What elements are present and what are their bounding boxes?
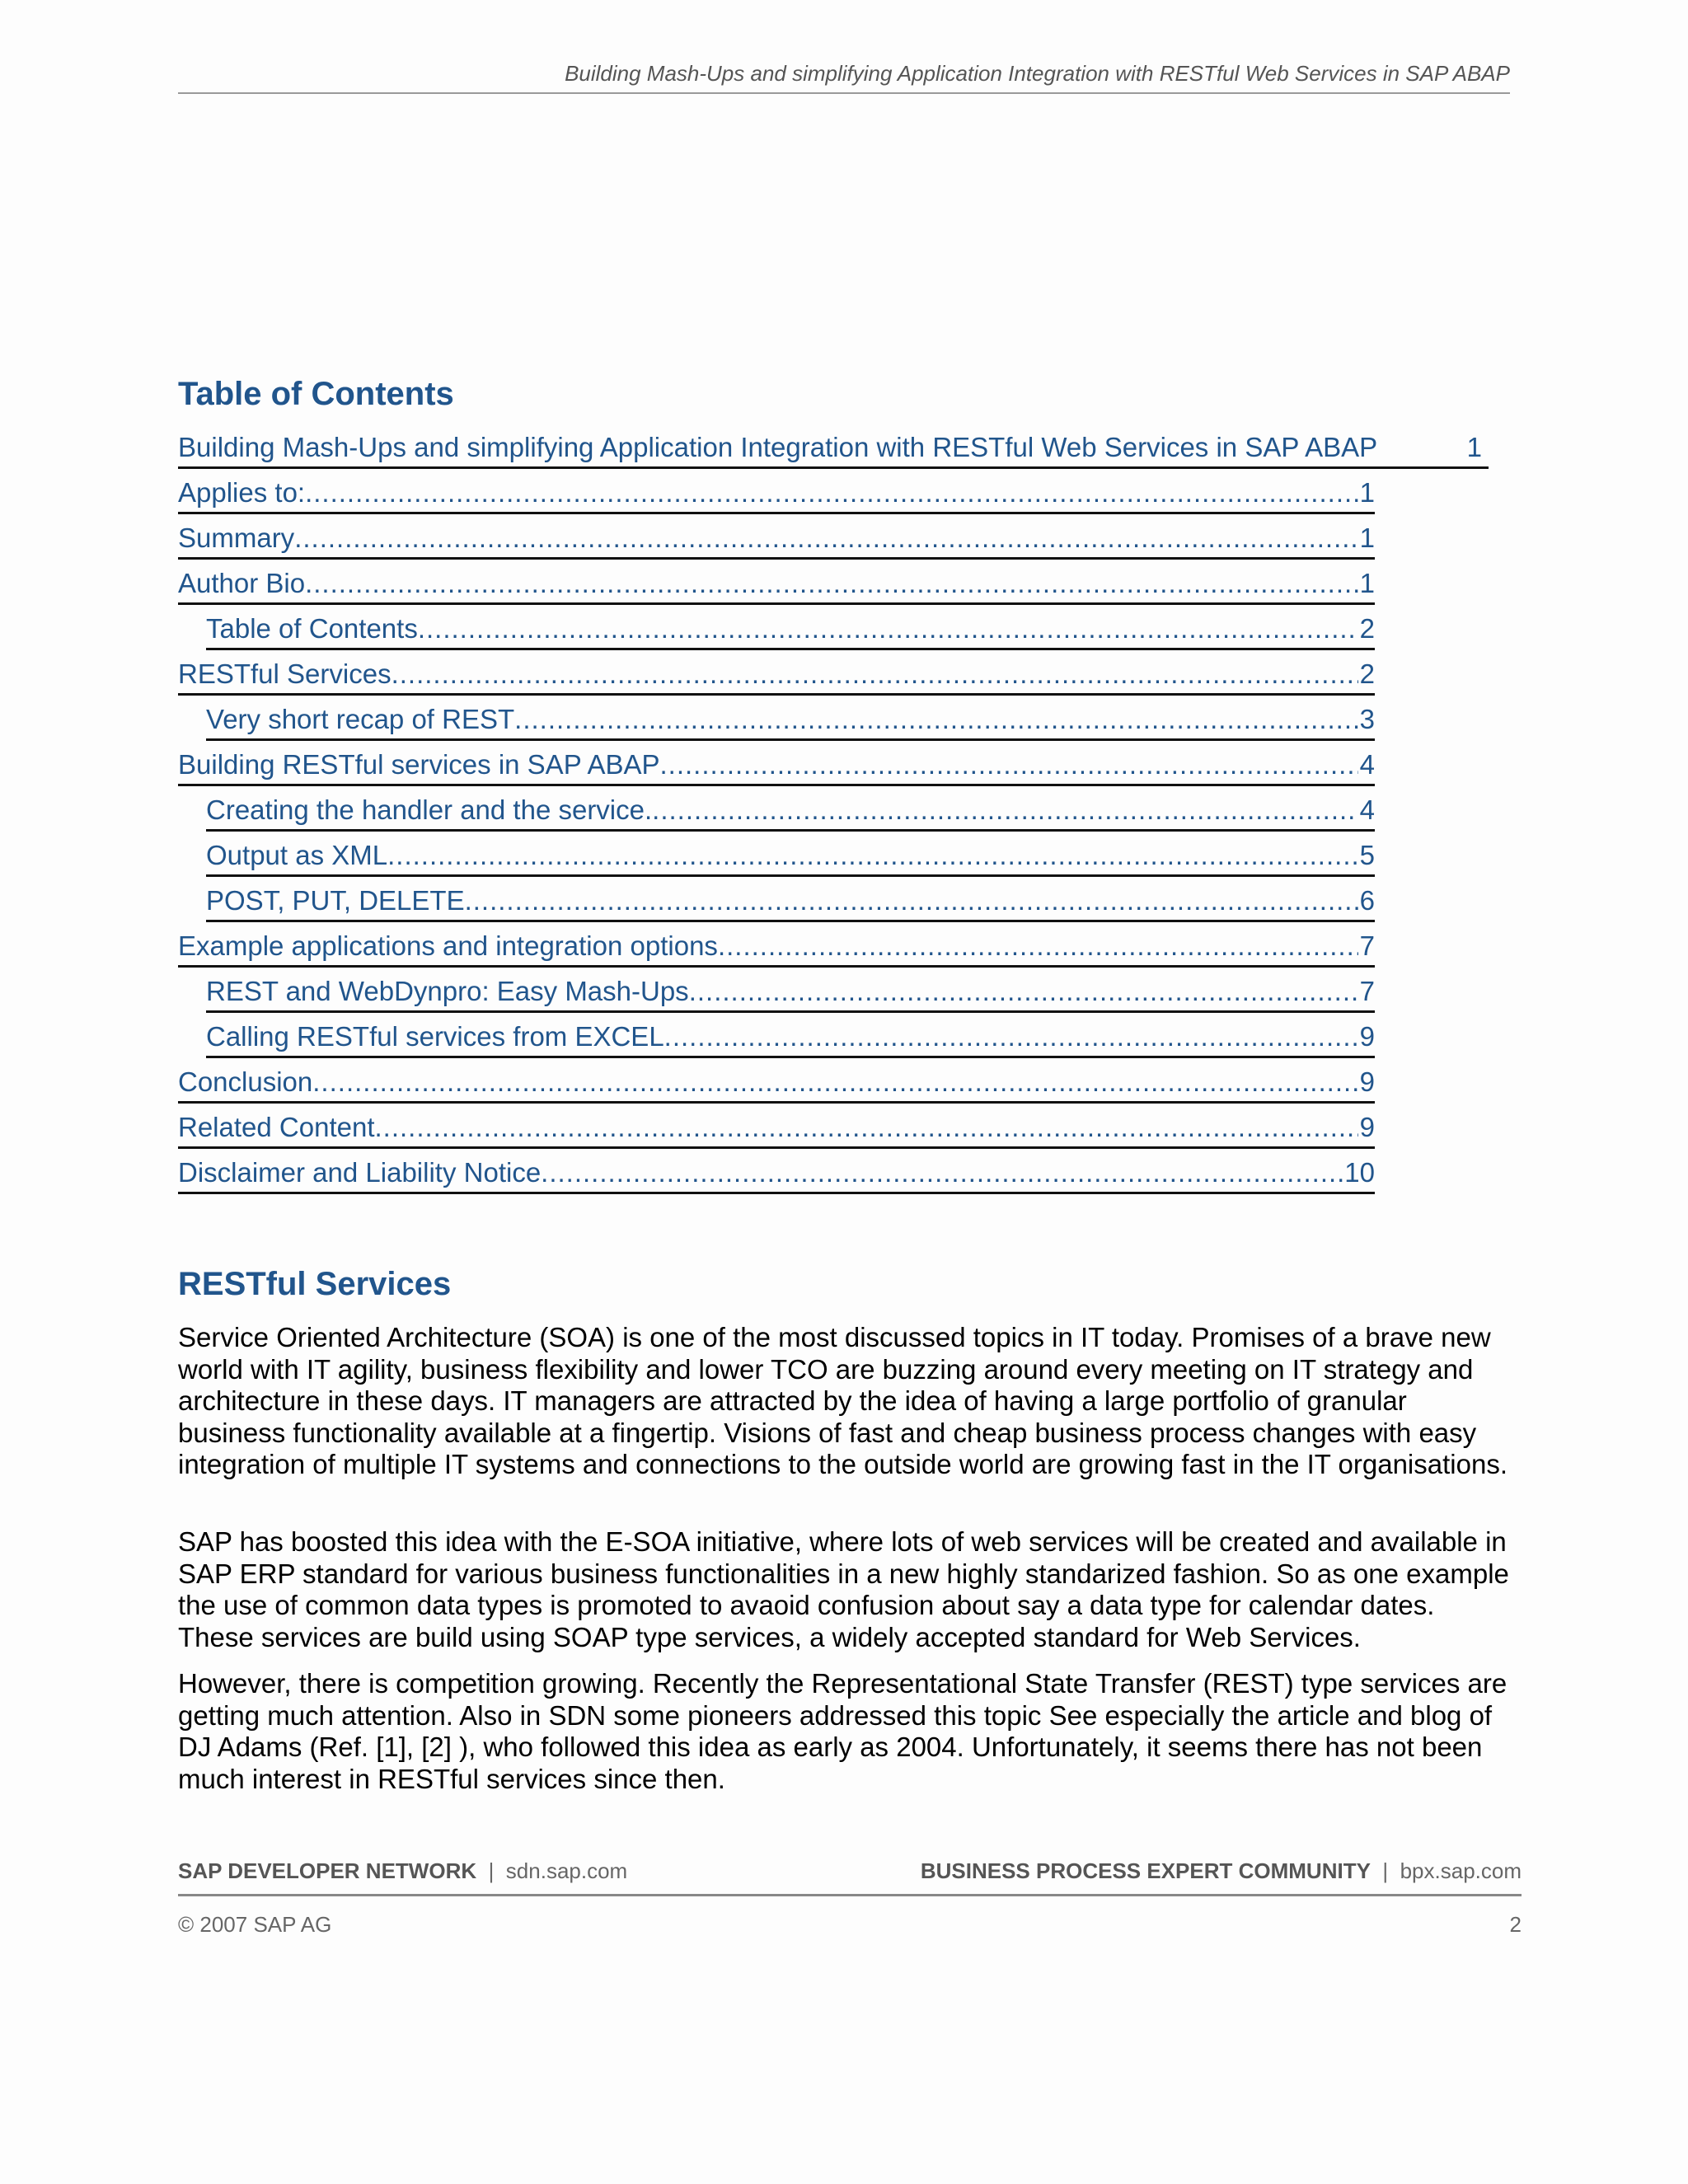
toc-leader [392, 658, 1358, 690]
toc-entry-label: Example applications and integration options [178, 930, 718, 961]
toc-entry[interactable] [178, 654, 1497, 699]
toc-entry-label: Conclusion [178, 1066, 313, 1097]
footer-divider [178, 1894, 1522, 1896]
toc-entry-label: Related Content [178, 1112, 375, 1142]
header-divider [178, 92, 1510, 94]
toc-leader [387, 840, 1358, 871]
toc-entry-label: Output as XML [206, 840, 388, 870]
page-number: 2 [1509, 1912, 1522, 1937]
toc-entry[interactable] [178, 835, 1497, 880]
toc-entry-label: REST and WebDynpro: Easy Mash-Ups [206, 976, 689, 1006]
toc-entry-label: Applies to: [178, 477, 306, 508]
toc-entry-label: Author Bio [178, 568, 306, 598]
toc-leader [465, 885, 1358, 916]
toc-leader [305, 477, 1358, 509]
toc-entry[interactable] [178, 472, 1497, 518]
toc-leader [418, 613, 1358, 644]
toc-leader [294, 523, 1357, 554]
toc-entry-page: 3 [1359, 704, 1375, 734]
table-of-contents [178, 427, 1497, 1197]
toc-entry-page: 4 [1359, 749, 1375, 780]
toc-entry-page: 2 [1359, 613, 1375, 644]
running-header: Building Mash-Ups and simplifying Application Integration with RESTful Web Services in SAP ABAP [565, 61, 1510, 86]
toc-entry-page: 7 [1359, 976, 1375, 1006]
toc-entry-page: 6 [1359, 885, 1375, 916]
footer-right [921, 1858, 1522, 1884]
toc-entry-label: Disclaimer and Liability Notice [178, 1157, 542, 1188]
toc-leader [305, 568, 1358, 599]
toc-leader [664, 1021, 1358, 1052]
toc-leader [689, 976, 1358, 1007]
toc-entry[interactable] [178, 563, 1497, 608]
toc-leader [652, 794, 1357, 826]
toc-entry-page: 4 [1359, 794, 1375, 825]
toc-leader [375, 1112, 1358, 1143]
footer-sdn-label: SAP DEVELOPER NETWORK [178, 1858, 477, 1883]
toc-entry[interactable] [178, 699, 1497, 744]
toc-entry[interactable] [178, 427, 1497, 472]
toc-entry-page: 9 [1359, 1021, 1375, 1052]
toc-heading: Table of Contents [178, 376, 454, 412]
toc-entry-page: 5 [1359, 840, 1375, 870]
footer-separator: | [1382, 1858, 1389, 1883]
toc-leader [718, 930, 1358, 962]
toc-entry-label: Creating the handler and the service. [206, 794, 653, 825]
body-paragraph: SAP has boosted this idea with the E-SOA initiative, where lots of web services will be created and available in SAP ERP standard for various business functionalities in a new highly standarized fashion. So as one example the use of common data types is promoted to avaoid confusion about say a data type for calendar dates. These services are build using SOAP type services, a widely accepted standard for Web Services. [178, 1526, 1509, 1652]
body-paragraph: However, there is competition growing. Recently the Representational State Transfer (REST) type services are getting much attention. Also in SDN some pioneers addressed this topic See especially the article and blog of DJ Adams (Ref. [1], [2] ), who followed this idea as early as 2004. Unfortunately, it seems there has not been much interest in RESTful services since then. [178, 1668, 1507, 1794]
footer-left [178, 1858, 627, 1884]
toc-entry-page: 9 [1359, 1112, 1375, 1142]
toc-entry[interactable] [178, 790, 1497, 835]
toc-entry-label: Very short recap of REST [206, 704, 515, 734]
toc-entry-label: RESTful Services [178, 658, 392, 689]
footer-meta [178, 1912, 1522, 1938]
toc-entry-page: 1 [1359, 568, 1375, 598]
toc-entry[interactable] [178, 608, 1497, 654]
footer-copyright: © 2007 SAP AG [178, 1912, 332, 1937]
footer-sdn-link[interactable]: sdn.sap.com [505, 1858, 628, 1883]
toc-leader [312, 1066, 1357, 1098]
toc-entry-page: 1 [1359, 523, 1375, 553]
footer-networks [178, 1858, 1522, 1884]
footer-separator: | [488, 1858, 495, 1883]
toc-entry[interactable] [178, 926, 1497, 971]
footer-bpx-label: BUSINESS PROCESS EXPERT COMMUNITY [920, 1858, 1371, 1883]
toc-entry-label: Calling RESTful services from EXCEL [206, 1021, 664, 1052]
section-heading: RESTful Services [178, 1266, 452, 1302]
body-paragraph: Service Oriented Architecture (SOA) is one of the most discussed topics in IT today. Promises of a brave new world with IT agility, business flexibility and lower TCO are buzzing around every meeting on IT strategy and architecture in these days. IT managers are attracted by the idea of having a large portfolio of granular business functionality available at a fingertip. Visions of fast and cheap business process changes with easy integration of multiple IT systems and connections to the outside world are growing fast in the IT organisations. [178, 1322, 1507, 1479]
toc-entry-label: Building Mash-Ups and simplifying Application Integration with RESTful Web Services in SAP ABAP [178, 432, 1378, 462]
toc-entry-label: POST, PUT, DELETE [206, 885, 465, 916]
toc-entry-page: 7 [1359, 930, 1375, 961]
toc-leader [660, 749, 1358, 780]
toc-entry[interactable] [178, 1107, 1497, 1152]
toc-entry[interactable] [178, 744, 1497, 790]
toc-leader [514, 704, 1357, 735]
toc-entry[interactable] [178, 518, 1497, 563]
toc-entry[interactable] [178, 1062, 1497, 1107]
toc-entry[interactable] [178, 1016, 1497, 1062]
toc-entry-page: 10 [1344, 1157, 1375, 1188]
toc-entry[interactable] [178, 971, 1497, 1016]
toc-entry-label: Summary [178, 523, 295, 553]
toc-entry-label: Table of Contents [206, 613, 418, 644]
toc-entry-page: 9 [1359, 1066, 1375, 1097]
toc-entry-page: 1 [1466, 432, 1482, 462]
toc-entry-page: 2 [1359, 658, 1375, 689]
toc-leader [541, 1157, 1343, 1188]
toc-entry[interactable] [178, 1152, 1497, 1197]
toc-entry-page: 1 [1359, 477, 1375, 508]
footer-bpx-link[interactable]: bpx.sap.com [1400, 1858, 1522, 1883]
toc-entry[interactable] [178, 880, 1497, 926]
toc-entry-label: Building RESTful services in SAP ABAP [178, 749, 660, 780]
